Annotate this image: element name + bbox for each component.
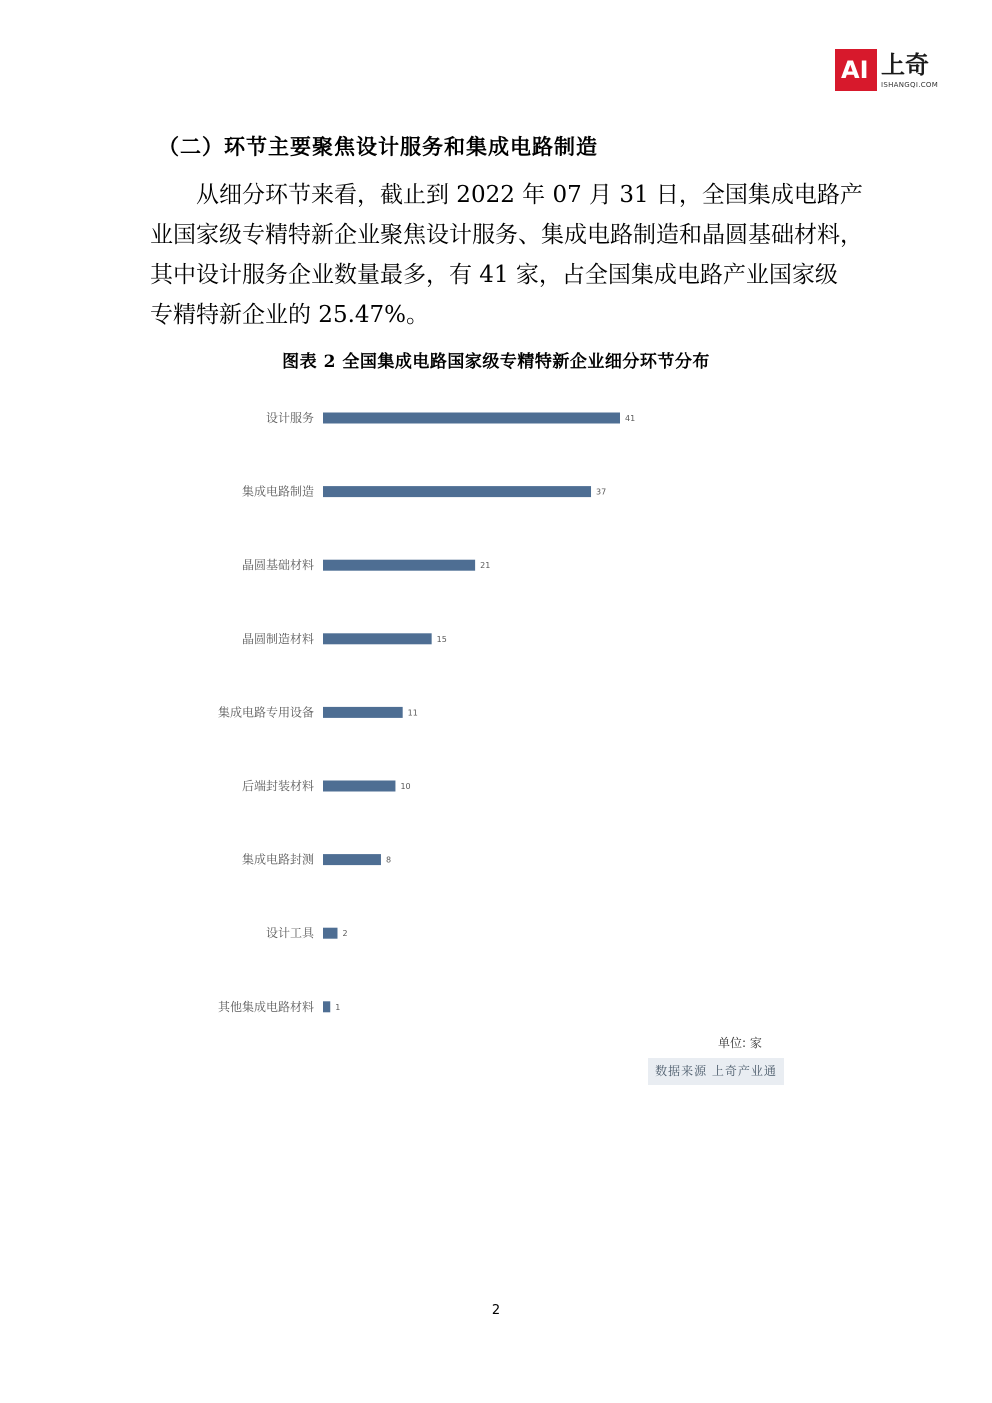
- bar-value-label: 37: [596, 487, 607, 497]
- brand-logo: [835, 49, 939, 93]
- bar: [323, 781, 395, 792]
- page-number: 2: [491, 1303, 501, 1318]
- category-label: 其他集成电路材料: [217, 999, 314, 1014]
- bar: [323, 560, 475, 571]
- body-paragraph: [150, 175, 870, 335]
- bar: [323, 413, 620, 424]
- paragraph-line: 其中设计服务企业数量最多，有 41 家，占全国集成电路产业国家级: [150, 262, 838, 288]
- source-note: 数据来源 上奇产业通: [648, 1058, 784, 1085]
- bar: [323, 928, 337, 939]
- bar-chart-svg: [0, 395, 992, 1035]
- bar: [323, 486, 591, 497]
- category-label: 设计工具: [265, 926, 314, 941]
- bar: [323, 633, 432, 644]
- bar-value-label: 21: [480, 561, 491, 571]
- category-label: 设计服务: [265, 411, 314, 425]
- unit-note: 单位: 家: [718, 1036, 762, 1050]
- paragraph-line: 业国家级专精特新企业聚焦设计服务、集成电路制造和晶圆基础材料，: [150, 222, 863, 248]
- logo-mark-text: AI: [841, 56, 869, 84]
- bar-value-label: 8: [385, 855, 392, 865]
- category-label: 后端封装材料: [241, 779, 314, 793]
- category-label: 晶圆基础材料: [241, 558, 314, 573]
- bar-value-label: 10: [400, 782, 411, 791]
- bar-value-label: 11: [407, 708, 418, 718]
- bar: [323, 707, 403, 718]
- paragraph-line: 专精特新企业的 25.47%。: [150, 302, 430, 328]
- logo-mark-icon: [835, 49, 877, 91]
- category-label: 集成电路专用设备: [217, 705, 314, 720]
- bar-value-label: 2: [342, 929, 348, 939]
- bar: [323, 1001, 330, 1012]
- figure-title: 图表 2 全国集成电路国家级专精特新企业细分环节分布: [282, 352, 710, 372]
- bar: [323, 854, 381, 865]
- logo-subtitle: ISHANGQI.COM: [881, 81, 939, 89]
- category-label: 晶圆制造材料: [241, 631, 314, 646]
- bar-value-label: 15: [436, 634, 447, 644]
- bar-value-label: 1: [335, 1002, 341, 1012]
- bar-value-label: 41: [625, 414, 636, 423]
- section-heading: （二）环节主要聚焦设计服务和集成电路制造: [158, 134, 598, 159]
- category-label: 集成电路制造: [241, 484, 314, 499]
- logo-name: 上奇: [881, 51, 929, 79]
- bar-chart: [0, 395, 992, 1035]
- category-label: 集成电路封测: [241, 852, 314, 867]
- paragraph-line: 从细分环节来看，截止到 2022 年 07 月 31 日，全国集成电路产: [196, 182, 863, 208]
